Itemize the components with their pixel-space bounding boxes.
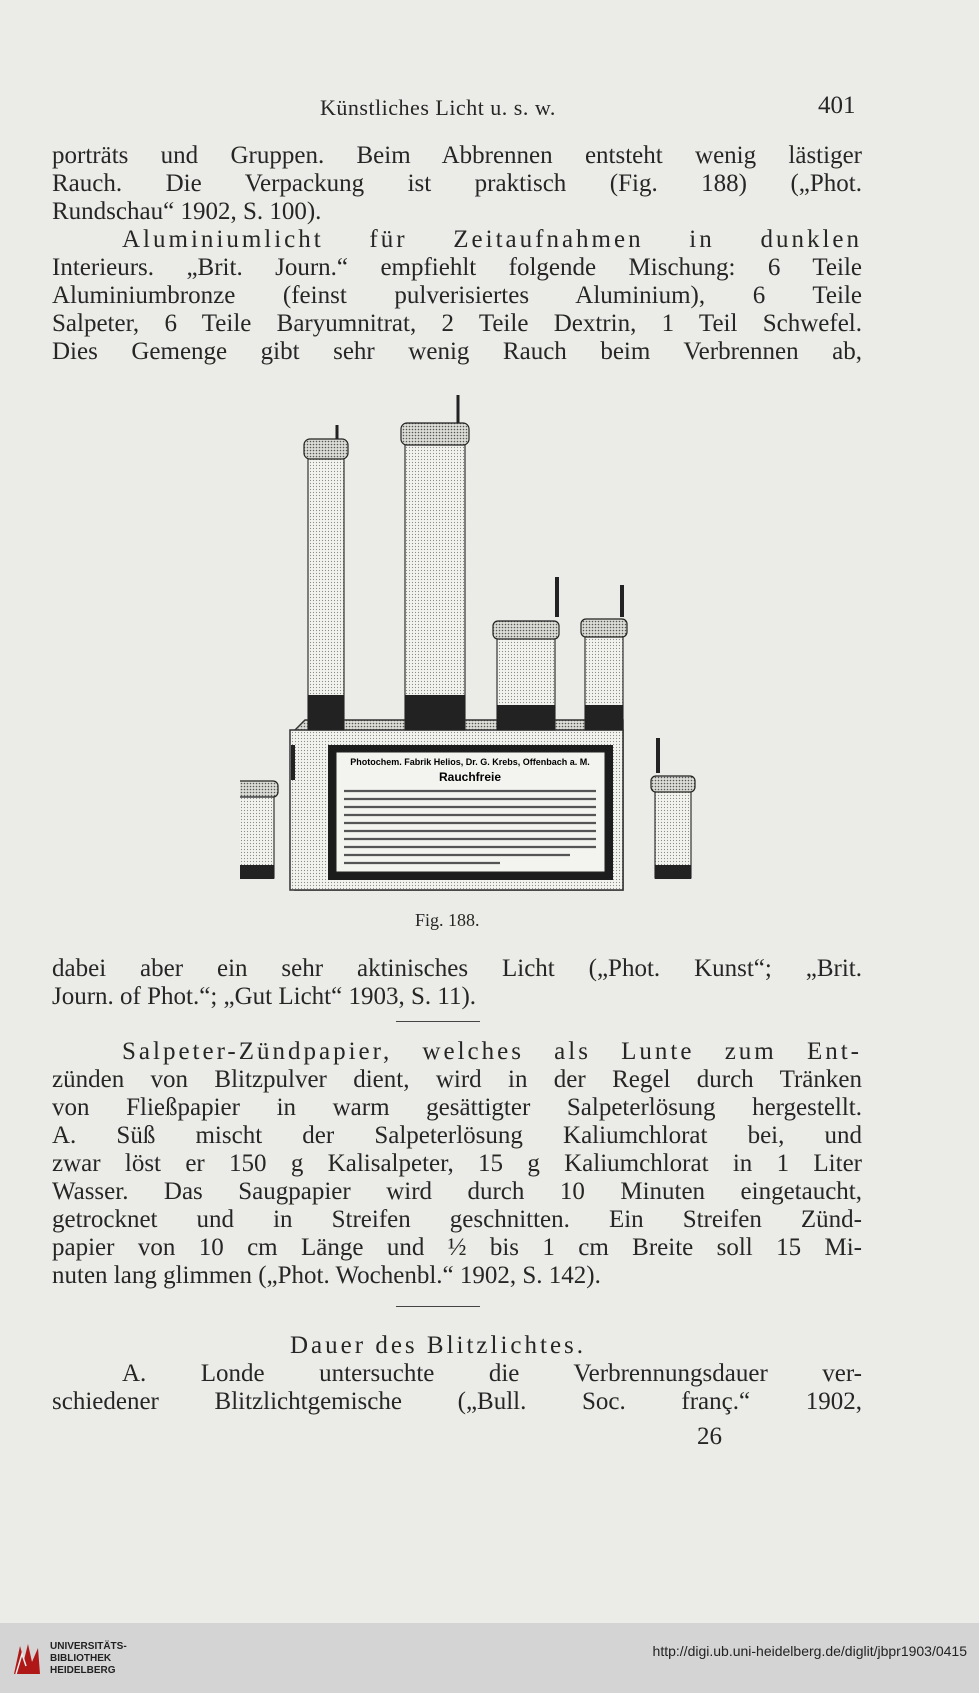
footer-bar — [0, 1623, 979, 1693]
text-line: Rundschau“ 1902, S. 100). — [52, 198, 322, 225]
text-line: Aluminiumbronze (feinst pulverisiertes Aluminium), 6 Teile — [52, 282, 862, 309]
paragraph-after-figure — [52, 955, 862, 1011]
running-header: Künstliches Licht u. s. w. — [320, 95, 556, 120]
signature-mark: 26 — [697, 1423, 722, 1450]
text-line: Salpeter, 6 Teile Baryumnitrat, 2 Teile Dextrin, 1 Teil Schwefel. — [52, 310, 862, 337]
tube-medium-right — [581, 585, 627, 730]
figure-188-illustration — [240, 395, 720, 905]
source-link[interactable]: http://digi.ub.uni-heidelberg.de/diglit/jbpr1903/0415 — [652, 1643, 967, 1659]
text-line: Aluminiumlicht für Zeitaufnahmen in dunklen — [122, 226, 862, 253]
box-label-subtitle: Rauchfreie — [438, 770, 502, 784]
box-label-title: Photochem. Fabrik Helios, Dr. G. Krebs, Offenbach a. M. — [350, 757, 590, 767]
text-line: getrocknet und in Streifen geschnitten. Ein Streifen Zünd- — [52, 1206, 862, 1233]
text-line: Dies Gemenge gibt sehr wenig Rauch beim Verbrennen ab, — [52, 338, 862, 365]
text-line: von Fließpapier in warm gesättigter Salpeterlösung hergestellt. — [52, 1094, 862, 1121]
text-line: Journ. of Phot.“; „Gut Licht“ 1903, S. 11). — [52, 983, 477, 1010]
tube-medium-left — [493, 577, 559, 730]
text-line: Salpeter-Zündpapier, welches als Lunte zum Ent- — [122, 1038, 862, 1065]
text-line: schiedener Blitzlichtgemische („Bull. Soc. franç.“ 1902, — [52, 1388, 862, 1415]
paragraph-top — [52, 142, 862, 366]
text-line: papier von 10 cm Länge und ½ bis 1 cm Breite soll 15 Mi- — [52, 1234, 862, 1261]
tube-small-left — [240, 745, 293, 879]
text-line: Interieurs. „Brit. Journ.“ empfiehlt folgende Mischung: 6 Teile — [52, 254, 862, 281]
page-number: 401 — [818, 92, 856, 119]
tube-tall-center — [401, 395, 469, 730]
text-line: porträts und Gruppen. Beim Abbrennen entsteht wenig lästiger — [52, 142, 862, 169]
text-line: Wasser. Das Saugpapier wird durch 10 Minuten eingetaucht, — [52, 1178, 862, 1205]
tube-tall-left — [304, 425, 348, 730]
text-line: dabei aber ein sehr aktinisches Licht („Phot. Kunst“; „Brit. — [52, 955, 862, 982]
university-logo-icon — [10, 1640, 44, 1678]
section-heading: Dauer des Blitzlichtes. — [290, 1332, 587, 1359]
text-line: A. Süß mischt der Salpeterlösung Kaliumchlorat bei, und — [52, 1122, 862, 1149]
text-line: nuten lang glimmen („Phot. Wochenbl.“ 1902, S. 142). — [52, 1262, 601, 1289]
packaging-box — [290, 720, 623, 890]
section-divider — [396, 1021, 480, 1022]
section-divider — [396, 1306, 480, 1307]
library-name: UNIVERSITÄTS- BIBLIOTHEK HEIDELBERG — [50, 1641, 127, 1676]
text-line: zwar löst er 150 g Kalisalpeter, 15 g Kaliumchlorat in 1 Liter — [52, 1150, 862, 1177]
text-line: A. Londe untersuchte die Verbrennungsdauer ver- — [122, 1360, 862, 1387]
text-line: Rauch. Die Verpackung ist praktisch (Fig. 188) („Phot. — [52, 170, 862, 197]
paragraph-zuendpapier — [52, 1038, 862, 1290]
figure-caption: Fig. 188. — [415, 910, 480, 930]
paragraph-londe — [52, 1360, 862, 1416]
text-line: zünden von Blitzpulver dient, wird in der Regel durch Tränken — [52, 1066, 862, 1093]
tube-small-right — [651, 738, 695, 879]
